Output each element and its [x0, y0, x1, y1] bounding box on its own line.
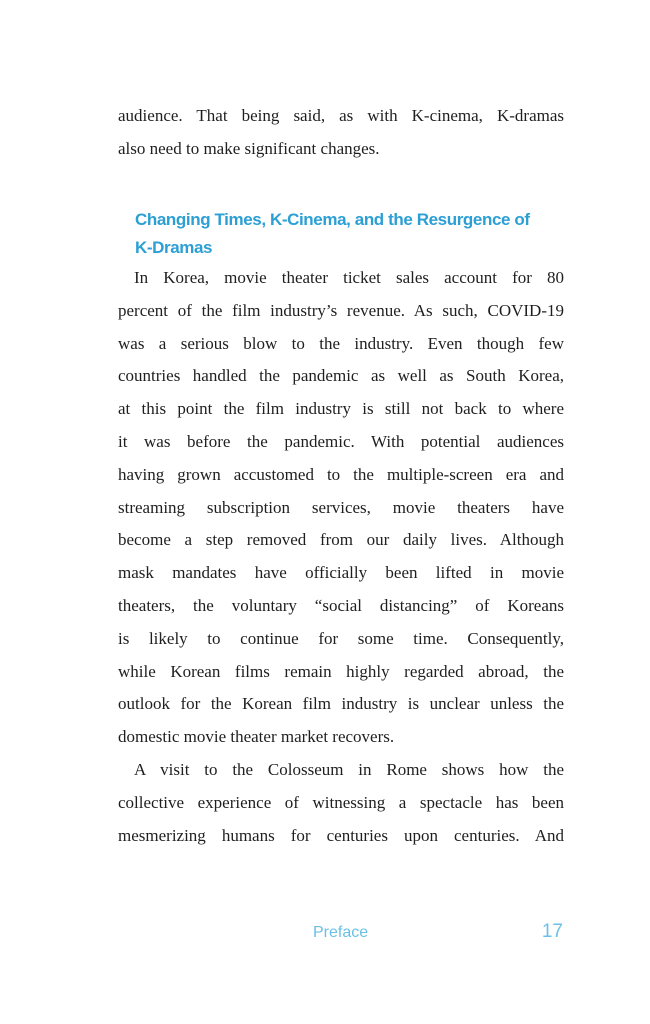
- text-line: at this point the film industry is still not back to where: [118, 399, 564, 419]
- section-heading: [135, 206, 565, 262]
- text-line: become a step removed from our daily lives. Although: [118, 530, 564, 550]
- text-line: mesmerizing humans for centuries upon centuries. And: [118, 825, 564, 845]
- text-line: it was before the pandemic. With potential audiences: [118, 431, 564, 451]
- text-line: A visit to the Colosseum in Rome shows how the: [134, 759, 564, 779]
- text-line: having grown accustomed to the multiple-screen era and: [118, 464, 564, 484]
- text-line: was a serious blow to the industry. Even though few: [118, 333, 564, 353]
- text-line: domestic movie theater market recovers.: [118, 727, 395, 747]
- text-line: outlook for the Korean film industry is unclear unless the: [118, 694, 564, 714]
- text-line: is likely to continue for some time. Consequently,: [118, 628, 564, 648]
- page-number: 17: [541, 921, 563, 942]
- top-paragraph: [118, 100, 564, 166]
- text-line: mask mandates have officially been lifted in movie: [118, 563, 564, 583]
- text-line: theaters, the voluntary “social distancing” of Koreans: [118, 595, 564, 615]
- heading-line: K-Dramas: [135, 238, 213, 257]
- text-line: streaming subscription services, movie theaters have: [118, 497, 564, 517]
- text-line: collective experience of witnessing a spectacle has been: [118, 792, 564, 812]
- text-line: In Korea, movie theater ticket sales account for 80: [134, 268, 564, 287]
- text-line: countries handled the pandemic as well as South Korea,: [118, 366, 564, 386]
- text-line: audience. That being said, as with K-cinema, K-dramas: [118, 106, 564, 125]
- footer-section-label: Preface: [313, 924, 369, 941]
- body-text: [118, 262, 564, 852]
- heading-line: Changing Times, K-Cinema, and the Resurgence of: [135, 210, 530, 229]
- text-line: while Korean films remain highly regarded abroad, the: [118, 661, 564, 681]
- page-footer: [0, 918, 650, 948]
- text-line: percent of the film industry’s revenue. As such, COVID-19: [118, 300, 564, 320]
- text-line: also need to make significant changes.: [118, 138, 380, 158]
